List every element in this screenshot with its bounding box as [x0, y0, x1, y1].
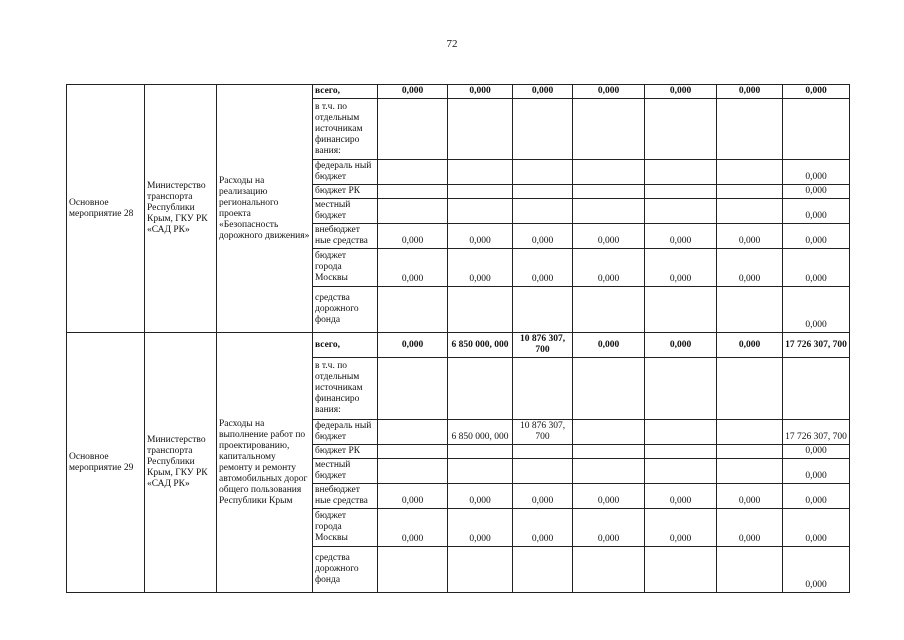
amount-cell: 10 876 307, 700	[513, 420, 573, 445]
amount-cell	[378, 99, 448, 160]
amount-cell	[378, 547, 448, 593]
amount-cell	[783, 99, 850, 160]
amount-cell: 0,000	[513, 224, 573, 249]
amount-cell: 0,000	[448, 85, 513, 99]
amount-cell	[378, 199, 448, 224]
amount-cell	[717, 547, 783, 593]
amount-cell	[513, 358, 573, 420]
amount-cell: 6 850 000, 000	[448, 420, 513, 445]
amount-cell: 0,000	[378, 249, 448, 287]
amount-cell: 0,000	[645, 509, 717, 547]
amount-cell	[717, 199, 783, 224]
amount-cell: 0,000	[717, 333, 783, 358]
amount-cell	[717, 185, 783, 199]
amount-cell: 0,000	[783, 160, 850, 185]
amount-cell: 0,000	[783, 445, 850, 459]
amount-cell	[573, 459, 645, 484]
amount-cell	[645, 445, 717, 459]
amount-cell: 0,000	[783, 199, 850, 224]
amount-cell	[573, 185, 645, 199]
amount-cell	[448, 185, 513, 199]
funding-source-cell: федераль ный бюджет	[313, 420, 378, 445]
amount-cell: 0,000	[783, 85, 850, 99]
amount-cell	[645, 420, 717, 445]
amount-cell	[717, 287, 783, 333]
budget-table	[66, 84, 850, 593]
amount-cell	[717, 358, 783, 420]
amount-cell: 0,000	[378, 85, 448, 99]
amount-cell: 0,000	[378, 509, 448, 547]
amount-cell	[645, 287, 717, 333]
amount-cell	[448, 358, 513, 420]
amount-cell: 0,000	[717, 484, 783, 509]
amount-cell	[378, 160, 448, 185]
executor-cell: Министерство транспорта Республики Крым, ГКУ РК «САД РК»	[145, 333, 217, 593]
amount-cell	[448, 459, 513, 484]
amount-cell: 0,000	[783, 224, 850, 249]
funding-source-cell: всего,	[313, 333, 378, 358]
funding-source-cell: внебюджет ные средства	[313, 224, 378, 249]
amount-cell: 0,000	[573, 509, 645, 547]
amount-cell: 0,000	[448, 224, 513, 249]
amount-cell: 0,000	[717, 509, 783, 547]
funding-source-cell: средства дорожного фонда	[313, 287, 378, 333]
amount-cell	[645, 459, 717, 484]
amount-cell	[448, 199, 513, 224]
page-number: 72	[446, 38, 458, 50]
amount-cell	[448, 287, 513, 333]
amount-cell	[378, 420, 448, 445]
amount-cell	[513, 459, 573, 484]
amount-cell	[448, 99, 513, 160]
amount-cell: 0,000	[448, 509, 513, 547]
amount-cell	[645, 99, 717, 160]
amount-cell: 0,000	[573, 224, 645, 249]
funding-source-cell: средства дорожного фонда	[313, 547, 378, 593]
amount-cell	[573, 547, 645, 593]
amount-cell	[717, 420, 783, 445]
amount-cell: 0,000	[573, 249, 645, 287]
amount-cell	[448, 445, 513, 459]
amount-cell: 6 850 000, 000	[448, 333, 513, 358]
amount-cell: 0,000	[783, 249, 850, 287]
amount-cell	[573, 420, 645, 445]
amount-cell	[448, 547, 513, 593]
amount-cell	[573, 445, 645, 459]
amount-cell	[378, 287, 448, 333]
funding-source-cell: в т.ч. по отдельным источникам финансиро вания:	[313, 358, 378, 420]
amount-cell: 0,000	[573, 484, 645, 509]
amount-cell: 0,000	[783, 459, 850, 484]
funding-source-cell: бюджет города Москвы	[313, 249, 378, 287]
amount-cell: 0,000	[717, 224, 783, 249]
amount-cell: 17 726 307, 700	[783, 333, 850, 358]
amount-cell	[513, 199, 573, 224]
amount-cell	[513, 160, 573, 185]
amount-cell: 0,000	[378, 333, 448, 358]
funding-source-cell: всего,	[313, 85, 378, 99]
amount-cell	[513, 445, 573, 459]
funding-source-cell: федераль ный бюджет	[313, 160, 378, 185]
funding-source-cell: бюджет города Москвы	[313, 509, 378, 547]
executor-cell: Министерство транспорта Республики Крым, ГКУ РК «САД РК»	[145, 85, 217, 333]
amount-cell: 0,000	[645, 249, 717, 287]
amount-cell	[513, 99, 573, 160]
amount-cell	[573, 99, 645, 160]
amount-cell: 17 726 307, 700	[783, 420, 850, 445]
amount-cell: 0,000	[717, 85, 783, 99]
funding-source-cell: местный бюджет	[313, 459, 378, 484]
funding-source-cell: в т.ч. по отдельным источникам финансиро вания:	[313, 99, 378, 160]
measure-cell: Основное мероприятие 29	[67, 333, 145, 593]
amount-cell	[645, 160, 717, 185]
amount-cell	[717, 160, 783, 185]
description-cell: Расходы на выполнение работ по проектированию, капитальному ремонту и ремонту автомобильных дорог общего пользования Республики Крым	[217, 333, 313, 593]
amount-cell: 0,000	[783, 547, 850, 593]
funding-source-cell: внебюджет ные средства	[313, 484, 378, 509]
amount-cell: 0,000	[513, 484, 573, 509]
amount-cell: 0,000	[513, 85, 573, 99]
amount-cell	[378, 445, 448, 459]
amount-cell: 0,000	[448, 484, 513, 509]
table-row	[67, 85, 850, 99]
amount-cell: 0,000	[573, 85, 645, 99]
amount-cell: 0,000	[783, 484, 850, 509]
amount-cell	[645, 185, 717, 199]
amount-cell: 0,000	[513, 249, 573, 287]
amount-cell: 0,000	[783, 287, 850, 333]
funding-source-cell: бюджет РК	[313, 445, 378, 459]
funding-source-cell: бюджет РК	[313, 185, 378, 199]
amount-cell	[645, 199, 717, 224]
amount-cell: 0,000	[645, 484, 717, 509]
amount-cell	[573, 287, 645, 333]
amount-cell	[717, 445, 783, 459]
funding-source-cell: местный бюджет	[313, 199, 378, 224]
table-row	[67, 333, 850, 358]
amount-cell	[717, 459, 783, 484]
amount-cell: 0,000	[645, 224, 717, 249]
amount-cell	[513, 547, 573, 593]
amount-cell: 0,000	[783, 509, 850, 547]
amount-cell	[645, 547, 717, 593]
description-cell: Расходы на реализацию регионального проекта «Безопасность дорожного движения»	[217, 85, 313, 333]
amount-cell	[717, 99, 783, 160]
amount-cell	[378, 459, 448, 484]
amount-cell: 0,000	[717, 249, 783, 287]
amount-cell: 0,000	[378, 224, 448, 249]
amount-cell	[573, 199, 645, 224]
amount-cell	[783, 358, 850, 420]
amount-cell: 0,000	[378, 484, 448, 509]
amount-cell: 10 876 307, 700	[513, 333, 573, 358]
amount-cell: 0,000	[645, 85, 717, 99]
amount-cell	[448, 160, 513, 185]
amount-cell	[513, 185, 573, 199]
amount-cell	[573, 358, 645, 420]
amount-cell: 0,000	[513, 509, 573, 547]
amount-cell: 0,000	[645, 333, 717, 358]
amount-cell	[513, 287, 573, 333]
amount-cell	[645, 358, 717, 420]
measure-cell: Основное мероприятие 28	[67, 85, 145, 333]
amount-cell	[378, 358, 448, 420]
amount-cell	[378, 185, 448, 199]
amount-cell: 0,000	[448, 249, 513, 287]
amount-cell: 0,000	[573, 333, 645, 358]
amount-cell	[573, 160, 645, 185]
amount-cell: 0,000	[783, 185, 850, 199]
